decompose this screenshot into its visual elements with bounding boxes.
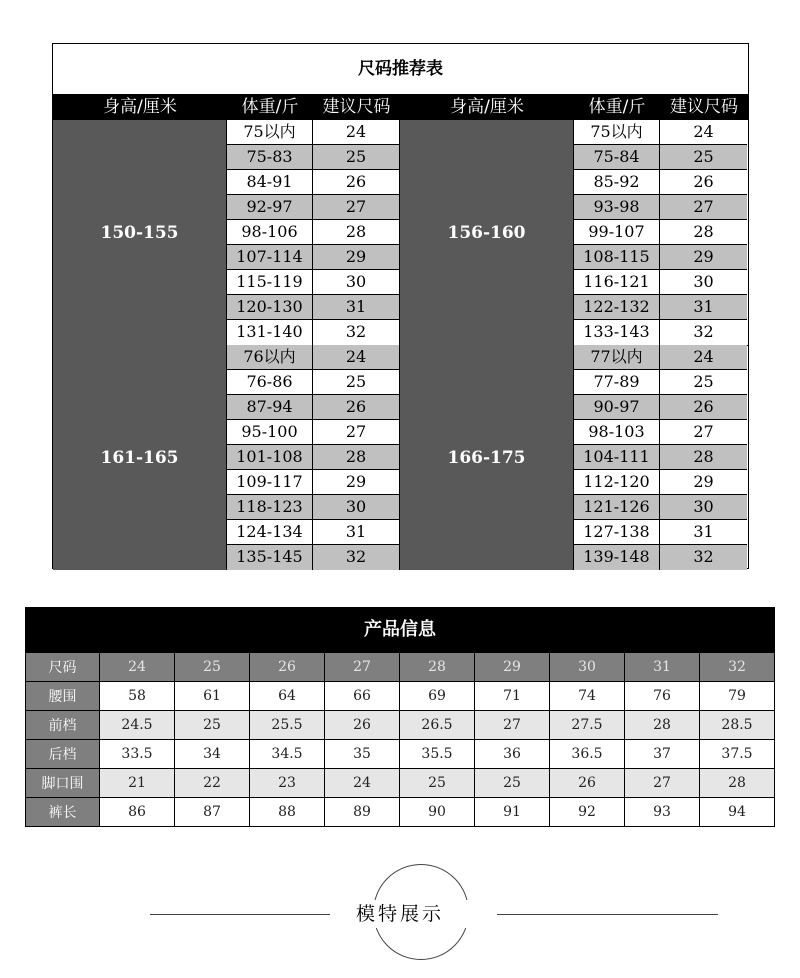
info-cell: 22: [175, 769, 250, 798]
weight-range: 75以内: [227, 120, 313, 144]
info-cell: 27.5: [550, 711, 625, 740]
info-cell: 26: [250, 653, 325, 682]
recommended-size: 29: [693, 247, 714, 266]
recommended-size: 28: [313, 445, 400, 469]
recommended-size: 27: [313, 420, 400, 444]
recommended-size: 26: [313, 170, 400, 194]
size-row: [574, 545, 747, 570]
product-info-table: [25, 607, 775, 827]
info-row-label: 裤长: [26, 798, 100, 827]
weight-range: 135-145: [227, 545, 313, 570]
size-row: [227, 220, 400, 245]
info-cell: 30: [550, 653, 625, 682]
recommended-size: 26: [693, 172, 714, 191]
info-cell: 92: [550, 798, 625, 827]
weight-range: 99-107: [574, 220, 660, 244]
weight-range: 98-103: [574, 420, 660, 444]
weight-range: 118-123: [227, 495, 313, 519]
weight-range: 112-120: [574, 470, 660, 494]
size-row: [574, 370, 747, 395]
weight-range: 131-140: [227, 320, 313, 345]
recommended-size: 30: [313, 270, 400, 294]
info-cell: 34: [175, 740, 250, 769]
info-row-label: 腰围: [26, 682, 100, 711]
size-row: [227, 270, 400, 295]
weight-range: 127-138: [574, 520, 660, 544]
size-row: [574, 320, 747, 345]
size-row: [227, 420, 400, 445]
weight-range: 98-106: [227, 220, 313, 244]
size-row: [227, 120, 400, 145]
info-cell: 21: [100, 769, 175, 798]
model-display-heading: [0, 862, 800, 972]
info-row: [26, 711, 775, 740]
info-cell: 24.5: [100, 711, 175, 740]
size-row: [574, 120, 747, 145]
recommended-size: 25: [313, 145, 400, 169]
size-table-header: [53, 95, 748, 120]
info-cell: 29: [475, 653, 550, 682]
height-group: [53, 120, 401, 346]
weight-range: 120-130: [227, 295, 313, 319]
recommended-size: 29: [693, 472, 714, 491]
divider-left: [150, 914, 348, 915]
size-row: [227, 345, 400, 370]
info-cell: 76: [625, 682, 700, 711]
recommended-size: 24: [693, 347, 714, 366]
size-row: [227, 245, 400, 270]
recommended-size: 30: [693, 272, 714, 291]
info-cell: 28: [700, 769, 775, 798]
info-cell: 23: [250, 769, 325, 798]
weight-range: 133-143: [574, 320, 660, 345]
info-row: [26, 740, 775, 769]
info-row-label: 脚口围: [26, 769, 100, 798]
info-row-label: 后档: [26, 740, 100, 769]
recommended-size: 27: [693, 422, 714, 441]
info-cell: 25: [475, 769, 550, 798]
size-row: [227, 395, 400, 420]
size-row: [574, 145, 747, 170]
size-row: [574, 270, 747, 295]
info-cell: 27: [475, 711, 550, 740]
weight-range: 84-91: [227, 170, 313, 194]
info-cell: 66: [325, 682, 400, 711]
info-row-label: 尺码: [26, 653, 100, 682]
recommended-size: 30: [693, 497, 714, 516]
weight-range: 85-92: [574, 170, 660, 194]
height-range-cell: 156-160: [400, 120, 574, 345]
size-row: [227, 545, 400, 570]
weight-range: 87-94: [227, 395, 313, 419]
height-group: [400, 120, 748, 346]
size-row: [574, 245, 747, 270]
size-row: [227, 470, 400, 495]
recommended-size: 32: [313, 320, 400, 345]
info-cell: 24: [325, 769, 400, 798]
info-cell: 88: [250, 798, 325, 827]
info-row: [26, 682, 775, 711]
product-info-title: 产品信息: [25, 607, 775, 652]
info-cell: 32: [700, 653, 775, 682]
recommended-size: 24: [313, 120, 400, 144]
recommended-size: 25: [693, 147, 714, 166]
info-cell: 89: [325, 798, 400, 827]
info-cell: 26.5: [400, 711, 475, 740]
recommended-size: 29: [313, 245, 400, 269]
size-row: [574, 395, 747, 420]
size-row: [227, 320, 400, 345]
info-cell: 26: [325, 711, 400, 740]
size-row: [227, 495, 400, 520]
info-row: [26, 653, 775, 682]
weight-range: 90-97: [574, 395, 660, 419]
size-row: [574, 220, 747, 245]
size-row: [227, 195, 400, 220]
recommended-size: 24: [693, 122, 714, 141]
weight-range: 92-97: [227, 195, 313, 219]
weight-range: 124-134: [227, 520, 313, 544]
info-cell: 86: [100, 798, 175, 827]
header-size-right: 建议尺码: [670, 97, 738, 117]
info-cell: 36: [475, 740, 550, 769]
weight-range: 101-108: [227, 445, 313, 469]
recommended-size: 32: [693, 547, 714, 566]
size-row: [227, 295, 400, 320]
size-row: [574, 495, 747, 520]
weight-range: 122-132: [574, 295, 660, 319]
info-cell: 61: [175, 682, 250, 711]
weight-size-rows: [227, 345, 400, 570]
recommended-size: 31: [693, 522, 714, 541]
info-cell: 34.5: [250, 740, 325, 769]
size-row: [227, 170, 400, 195]
header-height-right: 身高/厘米: [450, 97, 524, 117]
info-cell: 94: [700, 798, 775, 827]
size-row: [227, 145, 400, 170]
weight-range: 75-84: [574, 145, 660, 169]
size-recommendation-table: [52, 43, 749, 569]
recommended-size: 28: [313, 220, 400, 244]
size-row: [574, 445, 747, 470]
recommended-size: 32: [693, 322, 714, 341]
recommended-size: 27: [693, 197, 714, 216]
weight-range: 108-115: [574, 245, 660, 269]
header-size-left: 建议尺码: [322, 97, 391, 117]
weight-range: 76以内: [227, 345, 313, 369]
height-range-cell: 150-155: [53, 120, 227, 345]
weight-range: 139-148: [574, 545, 660, 570]
info-cell: 28.5: [700, 711, 775, 740]
size-row: [227, 520, 400, 545]
info-cell: 31: [625, 653, 700, 682]
weight-range: 116-121: [574, 270, 660, 294]
weight-range: 115-119: [227, 270, 313, 294]
weight-range: 75-83: [227, 145, 313, 169]
info-cell: 64: [250, 682, 325, 711]
recommended-size: 25: [313, 370, 400, 394]
info-cell: 25: [175, 711, 250, 740]
info-cell: 27: [325, 653, 400, 682]
height-range-cell: 166-175: [400, 345, 574, 570]
recommended-size: 26: [693, 397, 714, 416]
info-row: [26, 769, 775, 798]
info-cell: 69: [400, 682, 475, 711]
divider-right: [497, 914, 718, 915]
info-cell: 71: [475, 682, 550, 711]
weight-range: 93-98: [574, 195, 660, 219]
recommended-size: 28: [693, 222, 714, 241]
recommended-size: 30: [313, 495, 400, 519]
info-cell: 33.5: [100, 740, 175, 769]
info-cell: 26: [550, 769, 625, 798]
info-cell: 74: [550, 682, 625, 711]
info-cell: 25: [175, 653, 250, 682]
recommended-size: 25: [693, 372, 714, 391]
height-range-cell: 161-165: [53, 345, 227, 570]
size-row: [574, 420, 747, 445]
info-cell: 58: [100, 682, 175, 711]
info-cell: 90: [400, 798, 475, 827]
recommended-size: 26: [313, 395, 400, 419]
header-weight-right: 体重/斤: [588, 97, 646, 117]
info-cell: 35: [325, 740, 400, 769]
info-cell: 36.5: [550, 740, 625, 769]
info-cell: 25: [400, 769, 475, 798]
weight-range: 95-100: [227, 420, 313, 444]
info-row-label: 前档: [26, 711, 100, 740]
weight-range: 121-126: [574, 495, 660, 519]
recommended-size: 27: [313, 195, 400, 219]
height-group: [53, 345, 401, 570]
info-cell: 87: [175, 798, 250, 827]
info-cell: 91: [475, 798, 550, 827]
info-cell: 93: [625, 798, 700, 827]
recommended-size: 24: [313, 345, 400, 369]
weight-size-rows: [574, 345, 747, 570]
info-cell: 79: [700, 682, 775, 711]
size-row: [574, 170, 747, 195]
weight-size-rows: [227, 120, 400, 345]
recommended-size: 32: [313, 545, 400, 570]
recommended-size: 29: [313, 470, 400, 494]
size-table-title: 尺码推荐表: [53, 44, 748, 95]
weight-range: 109-117: [227, 470, 313, 494]
recommended-size: 28: [693, 447, 714, 466]
info-cell: 37: [625, 740, 700, 769]
size-row: [574, 295, 747, 320]
info-cell: 27: [625, 769, 700, 798]
size-row: [574, 345, 747, 370]
weight-range: 104-111: [574, 445, 660, 469]
weight-range: 75以内: [574, 120, 660, 144]
size-row: [227, 370, 400, 395]
weight-range: 107-114: [227, 245, 313, 269]
weight-range: 76-86: [227, 370, 313, 394]
size-row: [574, 520, 747, 545]
size-row: [574, 470, 747, 495]
info-cell: 24: [100, 653, 175, 682]
info-cell: 25.5: [250, 711, 325, 740]
size-row: [227, 445, 400, 470]
weight-range: 77-89: [574, 370, 660, 394]
recommended-size: 31: [313, 520, 400, 544]
model-display-title: 模特展示: [330, 900, 470, 928]
weight-range: 77以内: [574, 345, 660, 369]
info-cell: 35.5: [400, 740, 475, 769]
recommended-size: 31: [693, 297, 714, 316]
header-weight-left: 体重/斤: [241, 97, 299, 117]
info-cell: 28: [400, 653, 475, 682]
info-row: [26, 798, 775, 827]
info-cell: 28: [625, 711, 700, 740]
product-info-grid: [25, 652, 775, 827]
info-cell: 37.5: [700, 740, 775, 769]
recommended-size: 31: [313, 295, 400, 319]
weight-size-rows: [574, 120, 747, 345]
size-row: [574, 195, 747, 220]
header-height-left: 身高/厘米: [103, 97, 177, 117]
height-group: [400, 345, 748, 570]
